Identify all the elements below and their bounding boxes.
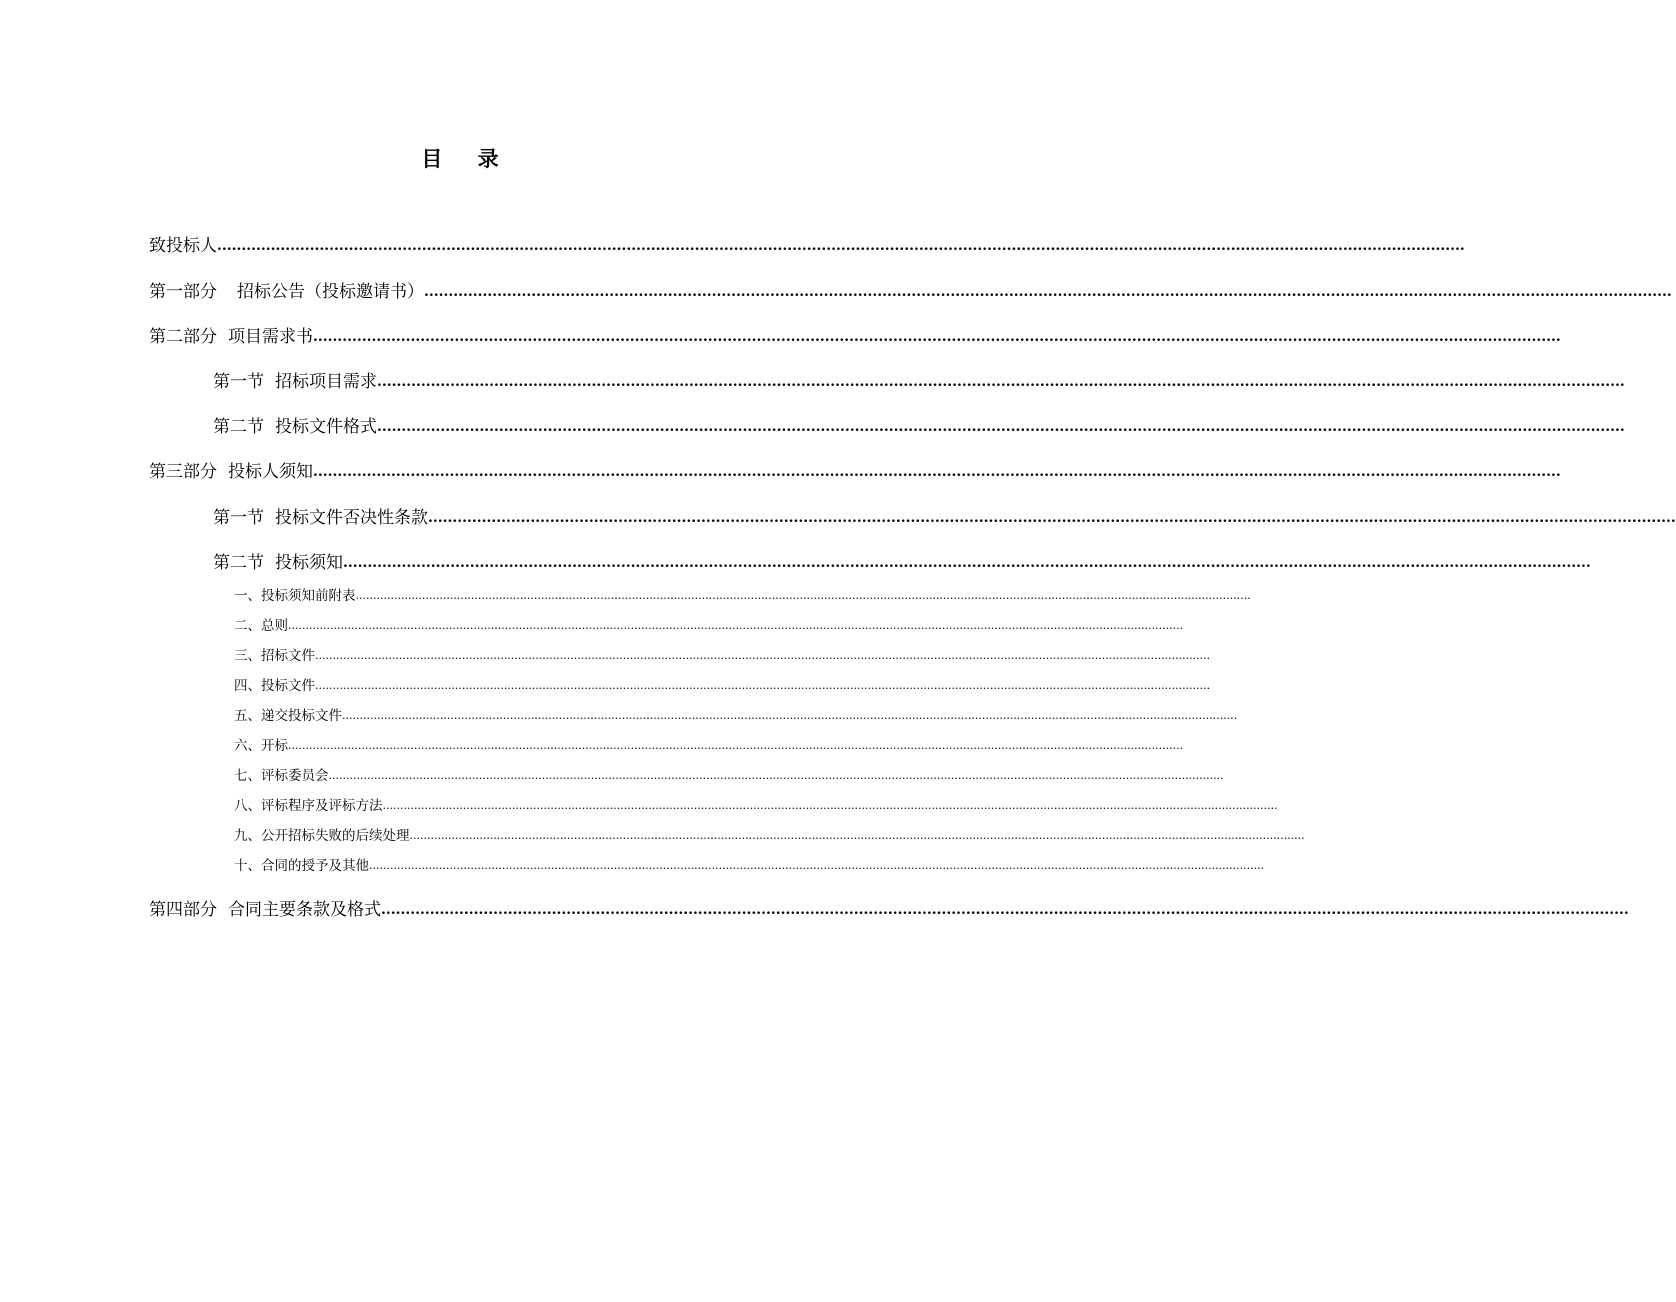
toc-entry-label: 二、总则 (234, 618, 288, 634)
toc-entry-tender-docs[interactable] (234, 647, 1211, 665)
toc-leader-dots: ................................................................................................................................................................................................................................................................ (342, 709, 1238, 722)
toc-entry-label: 投标人须知 (228, 462, 313, 482)
toc-entry-part: 第一节 (213, 372, 264, 392)
toc-entry-label: 致投标人 (149, 236, 217, 256)
toc-leader-dots: ................................................................................................................................................................................................................................................................ (382, 799, 1278, 812)
toc-entry-part: 第二节 (213, 553, 264, 573)
toc-entry-bid-docs[interactable] (234, 677, 1211, 695)
toc-entry-part-2[interactable] (149, 326, 1561, 348)
toc-entry-label: 三、招标文件 (234, 648, 315, 664)
toc-entry-label: 五、递交投标文件 (234, 708, 342, 724)
toc-leader-dots: ................................................................................................................................................................................................................................................................ (428, 510, 1676, 526)
toc-entry-committee[interactable] (234, 767, 1224, 785)
toc-leader-dots: ................................................................................................................................................................................................................................................................ (424, 284, 1672, 300)
toc-entry-label: 六、开标 (234, 738, 288, 754)
toc-entry-bid-opening[interactable] (234, 737, 1184, 755)
toc-entry-label: 四、投标文件 (234, 678, 315, 694)
toc-leader-dots: ................................................................................................................................................................................................................................................................ (377, 419, 1625, 435)
toc-entry-general[interactable] (234, 617, 1184, 635)
toc-leader-dots: ................................................................................................................................................................................................................................................................ (315, 649, 1211, 662)
toc-entry-label: 九、公开招标失败的后续处理 (234, 828, 410, 844)
toc-leader-dots: ................................................................................................................................................................................................................................................................ (288, 739, 1184, 752)
toc-entry-part: 第一部分 (149, 282, 217, 302)
toc-entry-part-2-section-2[interactable] (213, 416, 1625, 438)
toc-entry-label: 七、评标委员会 (234, 768, 329, 784)
toc-entry-label: 投标文件否决性条款 (275, 508, 428, 528)
toc-leader-dots: ................................................................................................................................................................................................................................................................ (409, 829, 1305, 842)
toc-entry-label: 招标公告（投标邀请书） (237, 282, 424, 302)
toc-leader-dots: ................................................................................................................................................................................................................................................................ (328, 769, 1224, 782)
toc-entry-failure-handling[interactable] (234, 827, 1305, 845)
toc-entry-part: 第四部分 (149, 900, 217, 920)
toc-entry-part-1[interactable] (149, 281, 1672, 303)
toc-entry-part: 第二部分 (149, 327, 217, 347)
toc-entry-part-3-section-1[interactable] (213, 507, 1676, 529)
toc-entry-label: 招标项目需求 (275, 372, 377, 392)
toc-leader-dots: ................................................................................................................................................................................................................................................................ (343, 555, 1591, 571)
toc-leader-dots: ................................................................................................................................................................................................................................................................ (377, 374, 1625, 390)
toc-entry-label: 十、合同的授予及其他 (234, 858, 369, 874)
toc-leader-dots: ................................................................................................................................................................................................................................................................ (355, 589, 1251, 602)
toc-leader-dots: ................................................................................................................................................................................................................................................................ (217, 238, 1465, 254)
toc-leader-dots: ................................................................................................................................................................................................................................................................ (313, 464, 1561, 480)
toc-entry-label: 八、评标程序及评标方法 (234, 798, 383, 814)
toc-entry-part-3-section-2[interactable] (213, 552, 1591, 574)
toc-title: 目 录 (421, 147, 513, 171)
toc-entry-label: 投标须知 (275, 553, 343, 573)
toc-entry-label: 一、投标须知前附表 (234, 588, 356, 604)
toc-entry-part: 第二节 (213, 417, 264, 437)
toc-leader-dots: ................................................................................................................................................................................................................................................................ (369, 859, 1265, 872)
toc-entry-part-3[interactable] (149, 461, 1561, 483)
toc-entry-evaluation[interactable] (234, 797, 1278, 815)
toc-entry-contract-award[interactable] (234, 857, 1265, 875)
toc-entry-label: 项目需求书 (228, 327, 313, 347)
toc-entry-part: 第一节 (213, 508, 264, 528)
toc-entry-submit-bid[interactable] (234, 707, 1238, 725)
toc-entry-part-2-section-1[interactable] (213, 371, 1625, 393)
toc-entry-part: 第三部分 (149, 462, 217, 482)
toc-entry-notice-table[interactable] (234, 587, 1251, 605)
toc-entry-label: 投标文件格式 (275, 417, 377, 437)
toc-leader-dots: ................................................................................................................................................................................................................................................................ (381, 902, 1629, 918)
toc-entry-label: 合同主要条款及格式 (228, 900, 381, 920)
toc-leader-dots: ................................................................................................................................................................................................................................................................ (313, 329, 1561, 345)
toc-entry-to-bidders[interactable] (149, 235, 1465, 257)
toc-entry-part-4[interactable] (149, 899, 1629, 921)
toc-leader-dots: ................................................................................................................................................................................................................................................................ (315, 679, 1211, 692)
toc-leader-dots: ................................................................................................................................................................................................................................................................ (288, 619, 1184, 632)
